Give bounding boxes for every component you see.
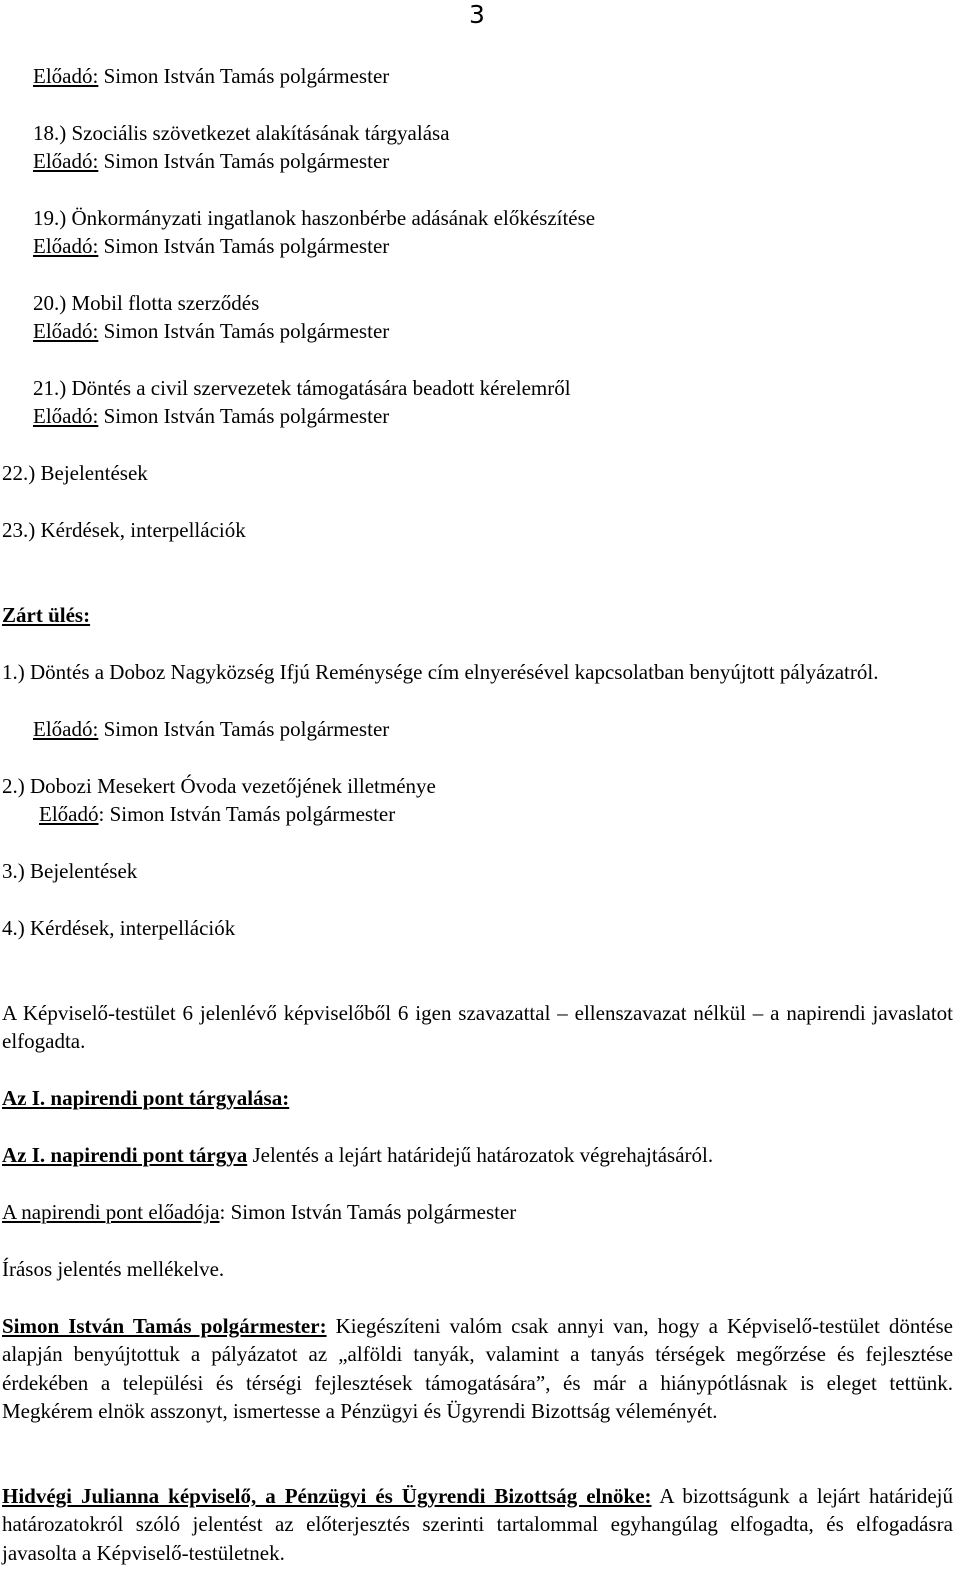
presenter-line [33,317,389,345]
presenter-line [33,232,389,260]
agenda-item-22: 22.) Bejelentések [2,461,148,485]
closed-item-2: 2.) Dobozi Mesekert Óvoda vezetőjének illetménye [2,774,436,798]
presenter-name: : Simon István Tamás polgármester [98,802,396,826]
presenter-name: Simon István Tamás polgármester [103,149,390,173]
agenda-item-23: 23.) Kérdések, interpellációk [2,518,246,542]
presenter-name: Simon István Tamás polgármester [103,234,390,258]
speaker-1-paragraph [2,1312,953,1426]
written-report-note: Írásos jelentés mellékelve. [2,1257,225,1281]
presenter-label: Előadó [39,802,99,826]
presenter-label: Előadó: [33,149,99,173]
presenter-name: Simon István Tamás polgármester [103,717,390,741]
closed-item-3: 3.) Bejelentések [2,859,138,883]
agenda-item-18: 18.) Szociális szövetkezet alakításának tárgyalása [33,121,450,145]
presenter-label: Előadó: [33,234,99,258]
agenda-item-21: 21.) Döntés a civil szervezetek támogatására beadott kérelemről [33,376,571,400]
closed-session-title: Zárt ülés: [2,603,91,627]
agenda-presenter-line [2,1198,516,1226]
presenter-label: Előadó: [33,404,99,428]
vote-paragraph: A Képviselő-testület 6 jelenlévő képviselőből 6 igen szavazattal – ellenszavazat nélkül – a napirendi javaslatot elfogadta. [2,1001,953,1054]
closed-item-4: 4.) Kérdések, interpellációk [2,916,236,940]
agenda-item-20: 20.) Mobil flotta szerződés [33,291,260,315]
speaker-1-label: Simon István Tamás polgármester: [2,1314,327,1338]
presenter-label: Előadó: [33,319,99,343]
agenda-presenter-text: : Simon István Tamás polgármester [219,1200,517,1224]
page-number: 3 [469,0,485,29]
speaker-2-paragraph [2,1482,953,1567]
speaker-2-text: A bizottságunk a lejárt határidejű határozatokról szóló jelentést az előterjesztés szerinti tartalommal egyhangúlag elfogadta, és elfogadásra javasolta a Képviselő-testületnek. [2,1484,953,1565]
presenter-line [33,147,389,175]
speaker-2-label: Hidvégi Julianna képviselő, a Pénzügyi és Ügyrendi Bizottság elnöke: [2,1484,652,1508]
presenter-name: Simon István Tamás polgármester [103,404,390,428]
presenter-line [39,800,395,828]
agenda-presenter-label: A napirendi pont előadója [2,1200,220,1224]
closed-item-1: 1.) Döntés a Doboz Nagyközség Ifjú Reménysége cím elnyerésével kapcsolatban benyújtott pályázatról. [2,660,879,684]
subject-text: Jelentés a lejárt határidejű határozatok végrehajtásáról. [247,1143,714,1167]
presenter-line [33,715,389,743]
presenter-label: Előadó: [33,64,99,88]
subject-line [2,1141,713,1169]
presenter-line [33,402,389,430]
speaker-1-text: Kiegészíteni valóm csak annyi van, hogy a Képviselő-testület döntése alapján benyújtottuk a pályázatot az „alföldi tanyák, valamint a tanyás térségek megőrzése és fejlesztése érdekében a települési és térségi fejlesztések támogatására”, és már a hiánypótlásnak is eleget tettünk. Megkérem elnök asszonyt, ismertesse a Pénzügyi és Ügyrendi Bizottság véleményét. [2,1314,953,1424]
presenter-name: Simon István Tamás polgármester [103,64,390,88]
presenter-label: Előadó: [33,717,99,741]
presenter-name: Simon István Tamás polgármester [103,319,390,343]
subject-label: Az I. napirendi pont tárgya [2,1143,248,1167]
presenter-line [33,62,389,90]
agenda-item-19: 19.) Önkormányzati ingatlanok haszonbérbe adásának előkészítése [33,206,596,230]
section-heading: Az I. napirendi pont tárgyalása: [2,1086,290,1110]
